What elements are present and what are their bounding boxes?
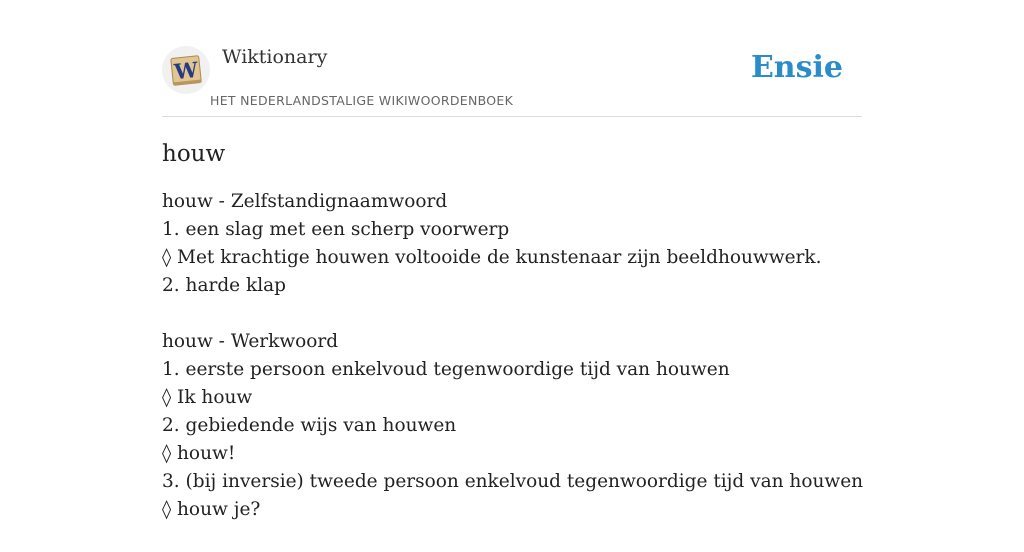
entries-list (162, 188, 862, 524)
svg-text:W: W (173, 56, 200, 85)
example-line: ◊ houw! (162, 443, 236, 464)
definition-line: 2. gebiedende wijs van houwen (162, 415, 457, 436)
definition-line: 3. (bij inversie) tweede persoon enkelvoud tegenwoordige tijd van houwen (162, 471, 864, 492)
example-line: ◊ Ik houw (162, 387, 253, 408)
entry-heading: houw - Zelfstandignaamwoord (162, 191, 448, 212)
example-line: ◊ Met krachtige houwen voltooide de kunstenaar zijn beeldhouwwerk. (162, 247, 822, 268)
page (162, 0, 862, 552)
page-title: houw (162, 141, 226, 167)
definition-line: 1. eerste persoon enkelvoud tegenwoordige tijd van houwen (162, 359, 730, 380)
entry-verb (162, 328, 862, 524)
definition-line: 1. een slag met een scherp voorwerp (162, 219, 510, 240)
wiktionary-tile-icon (167, 51, 205, 89)
entry-heading: houw - Werkwoord (162, 331, 339, 352)
example-line: ◊ houw je? (162, 499, 261, 520)
site-name[interactable]: Wiktionary (222, 46, 328, 68)
site-header (162, 0, 862, 117)
ensie-brand-link[interactable]: Ensie (750, 50, 843, 85)
site-tagline: HET NEDERLANDSTALIGE WIKIWOORDENBOEK (210, 93, 514, 108)
entry-noun (162, 188, 862, 300)
definition-line: 2. harde klap (162, 275, 286, 296)
wiktionary-logo-icon[interactable] (162, 46, 210, 94)
